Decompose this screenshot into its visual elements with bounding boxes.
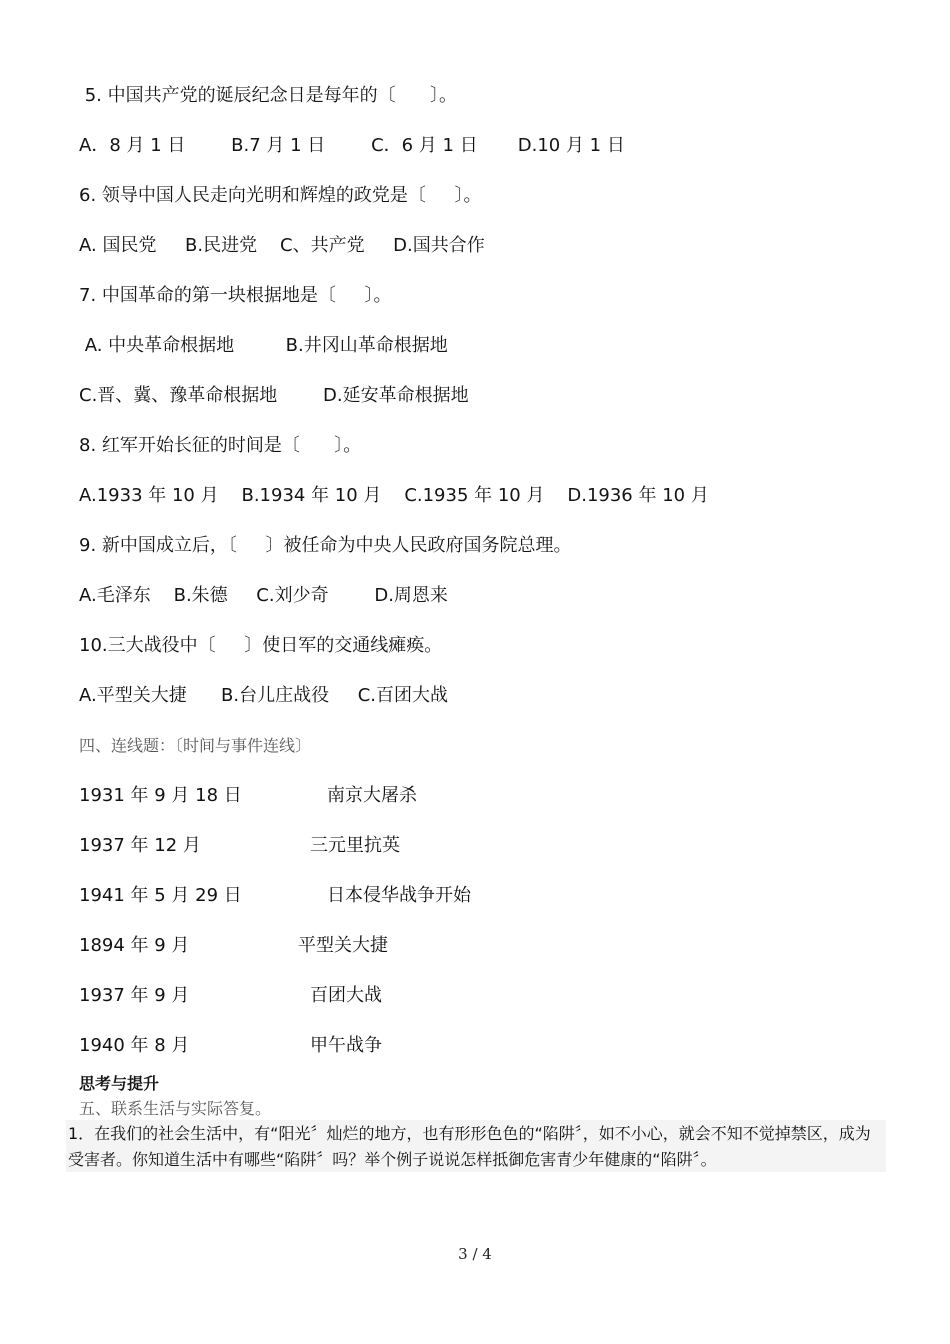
match-date: 1894 年 9 月 [79, 935, 190, 956]
match-date: 1937 年 9 月 [79, 985, 190, 1006]
match-event: 平型关大捷 [298, 935, 388, 956]
match-date: 1931 年 9 月 18 日 [79, 785, 242, 806]
section-5-title: 五、联系生活与实际答复。 [79, 1099, 272, 1118]
question-7-stem: 7. 中国革命的第一块根据地是〔 〕。 [79, 285, 392, 306]
question-9-stem: 9. 新中国成立后，〔 〕被任命为中央人民政府国务院总理。 [79, 535, 572, 556]
match-row [79, 834, 579, 858]
section-5-question-1: 1．在我们的社会生活中，有“阳光〞灿烂的地方，也有形形色色的“陷阱〞，如不小心，就会不知不觉掉禁区，成为受害者。你知道生活中有哪些“陷阱〞吗？举个例子说说怎样抵御危害青少年健康的“陷阱〞。 [68, 1124, 871, 1169]
match-event: 南京大屠杀 [327, 785, 417, 806]
section-5-heading: 思考与提升 [79, 1074, 160, 1093]
page-number: 3 / 4 [458, 1245, 492, 1263]
question-9-options: A.毛泽东 B.朱德 C.刘少奇 D.周恩来 [79, 585, 448, 606]
match-row [79, 784, 579, 808]
match-row [79, 934, 579, 958]
question-5-stem: 5. 中国共产党的诞辰纪念日是每年的〔 〕。 [79, 85, 457, 106]
match-date: 1937 年 12 月 [79, 835, 201, 856]
match-event: 三元里抗英 [310, 835, 400, 856]
match-event: 百团大战 [310, 985, 382, 1006]
question-8-options: A.1933 年 10 月 B.1934 年 10 月 C.1935 年 10 月 D.1936 年 10 月 [79, 485, 709, 506]
question-10-options: A.平型关大捷 B.台儿庄战役 C.百团大战 [79, 685, 449, 706]
match-row [79, 984, 579, 1008]
question-8-stem: 8. 红军开始长征的时间是〔 〕。 [79, 435, 362, 456]
question-6-options: A. 国民党 B.民进党 C、共产党 D.国共合作 [79, 235, 485, 256]
question-7-options-ab: A. 中央革命根据地 B.井冈山革命根据地 [79, 335, 448, 356]
section-4-title: 四、连线题：〔时间与事件连线〕 [79, 736, 312, 755]
match-row [79, 884, 579, 908]
question-7-options-cd: C.晋、冀、豫革命根据地 D.延安革命根据地 [79, 385, 469, 406]
question-5-options: A．8 月 1 日 B.7 月 1 日 C．6 月 1 日 D.10 月 1 日 [79, 135, 625, 156]
match-event: 甲午战争 [310, 1035, 382, 1056]
match-row [79, 1034, 579, 1058]
match-date: 1941 年 5 月 29 日 [79, 885, 242, 906]
match-date: 1940 年 8 月 [79, 1035, 190, 1056]
question-10-stem: 10.三大战役中〔 〕使日军的交通线瘫痪。 [79, 635, 443, 656]
question-6-stem: 6. 领导中国人民走向光明和辉煌的政党是〔 〕。 [79, 185, 482, 206]
match-event: 日本侵华战争开始 [327, 885, 471, 906]
